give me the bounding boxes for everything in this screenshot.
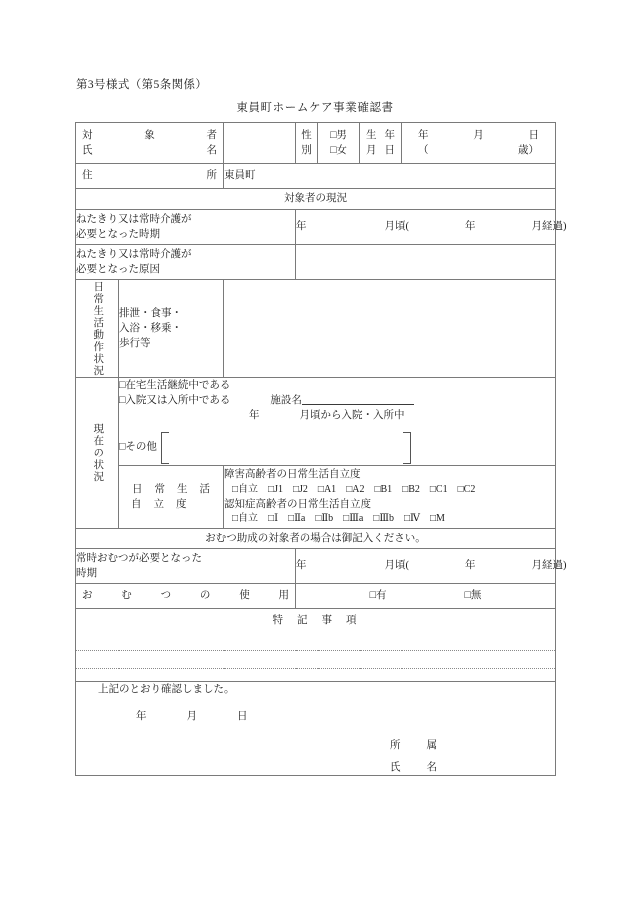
conf-month: 月 [186, 711, 197, 723]
disability-opt-7[interactable]: □C1 [429, 483, 448, 495]
remarks-title-c2: 記 [297, 615, 310, 627]
label-char-taisho: 対 [82, 129, 93, 141]
bedridden-cause-label-line1: ねたきり又は常時介護が [76, 248, 192, 260]
dementia-scale-options [224, 512, 555, 527]
independence-options-cell [224, 466, 556, 529]
label-char-sho-addr: 所 [206, 170, 217, 182]
bedridden-cause-row [76, 245, 556, 280]
gender-label-line2: 別 [301, 145, 312, 156]
label-char-sha: 者 [206, 129, 217, 141]
diaper-notice-row [76, 529, 556, 549]
main-form-table [75, 122, 567, 776]
remarks-line-1[interactable] [76, 633, 556, 651]
address-label-cell [76, 164, 224, 189]
affiliation-label-c2: 属 [426, 740, 437, 752]
bedridden-cause-label [76, 245, 296, 280]
address-row [76, 164, 556, 189]
document-title: 東員町ホームケア事業確認書 [236, 102, 394, 114]
bedridden-cause-label-line2: 必要となった原因 [76, 264, 160, 275]
gender-label-cell [296, 123, 318, 164]
bedridden-time-row [76, 210, 556, 245]
confirmation-statement: 上記のとおり確認しました。 [98, 684, 235, 695]
indep-label-c5: 自 [131, 499, 142, 511]
dt-elapsed-month: 月経過) [531, 560, 567, 572]
current-status-vertical-label-cell [76, 378, 119, 529]
diaper-use-row [76, 584, 556, 609]
adl-row [76, 280, 556, 378]
gender-male-checkbox[interactable]: □男 [330, 129, 347, 141]
indep-label-c7: 度 [176, 499, 187, 511]
signer-name-line[interactable] [76, 754, 555, 775]
du-label-c6: 用 [278, 590, 289, 602]
disability-scale-options [224, 483, 555, 498]
bt-month: 月頃( [384, 221, 409, 233]
status-header-row [76, 189, 556, 210]
disability-opt-3[interactable]: □A1 [317, 483, 337, 495]
confirmation-date-line[interactable] [76, 697, 555, 724]
subject-name-value[interactable] [224, 123, 296, 164]
confirmation-row [76, 682, 556, 776]
current-status-options-cell [119, 378, 556, 466]
form-number: 第3号様式（第5条関係） [76, 79, 208, 91]
gender-options-cell [318, 123, 360, 164]
age-unit: 歳） [518, 145, 539, 156]
gender-female-checkbox[interactable]: □女 [330, 145, 347, 156]
adl-sub-line2: 入浴・移乗・ [119, 322, 182, 334]
disability-opt-0[interactable]: □自立 [232, 483, 259, 495]
signer-name-label-c1: 氏 [390, 761, 401, 773]
diaper-use-label-cell [76, 584, 296, 609]
dementia-opt-4[interactable]: □Ⅲa [343, 513, 364, 525]
other-detail-input[interactable] [161, 432, 411, 462]
adl-sub-line1: 排泄・食事・ [119, 307, 182, 319]
remarks-line-1-row [76, 633, 556, 651]
remarks-title-cell [76, 609, 556, 634]
indep-label-c3: 生 [177, 483, 188, 495]
current-status-options-row [76, 378, 556, 466]
facility-name-label: 施設名 [270, 395, 302, 407]
du-label-c1: お [82, 590, 93, 602]
option-other-line [119, 424, 555, 462]
du-label-c5: 使 [239, 590, 250, 602]
diaper-time-label [76, 549, 296, 584]
remarks-line-3[interactable] [76, 669, 556, 682]
option-home-continue[interactable]: □在宅生活継続中である [119, 380, 231, 391]
label-char-getsu: 月 [366, 145, 377, 156]
label-char-ju: 住 [82, 170, 93, 182]
age-paren-open: （ [418, 145, 429, 156]
bt-elapsed-month: 月経過) [531, 221, 567, 233]
birth-month-unit: 月 [473, 129, 484, 141]
indep-label-c6: 立 [153, 499, 164, 511]
dt-elapsed-year: 年 [465, 560, 476, 572]
disability-opt-4[interactable]: □A2 [346, 483, 365, 495]
adl-vertical-label: 日常生活動作状況 [92, 280, 104, 377]
du-label-c4: の [199, 590, 211, 602]
remarks-line-2-row [76, 651, 556, 669]
indep-label-c1: 日 [132, 483, 143, 495]
adl-value[interactable] [224, 280, 556, 378]
label-char-shi: 氏 [82, 145, 93, 156]
dt-month: 月頃( [384, 560, 409, 572]
dementia-opt-0[interactable]: □自立 [232, 513, 259, 525]
affiliation-label-c1: 所 [390, 740, 401, 752]
dementia-opt-3[interactable]: □Ⅱb [315, 513, 334, 525]
bedridden-cause-value[interactable] [296, 245, 556, 280]
bedridden-time-label [76, 210, 296, 245]
label-char-sho: 象 [144, 129, 155, 141]
adl-sub-line3: 歩行等 [119, 338, 151, 350]
bt-elapsed-year: 年 [465, 221, 476, 233]
du-label-c3: つ [160, 590, 172, 602]
adl-vertical-label-cell [76, 280, 119, 378]
adl-sub-label-cell [119, 280, 224, 378]
diaper-time-value[interactable] [296, 549, 567, 584]
birth-year-unit: 年 [418, 129, 429, 141]
indep-label-c4: 活 [199, 483, 210, 495]
diaper-time-label-line2: 時期 [76, 568, 97, 579]
remarks-line-3-row [76, 669, 556, 682]
status-section-header: 対象者の現況 [76, 189, 556, 210]
birthdate-label-cell [360, 123, 402, 164]
disability-scale-title: 障害高齢者の日常生活自立度 [224, 469, 361, 481]
diaper-time-label-line1: 常時おむつが必要となった [76, 552, 202, 564]
label-char-nen: 年 [384, 129, 395, 141]
remarks-title-c3: 事 [321, 615, 334, 627]
option-hospitalized[interactable]: □入院又は入所中である [119, 395, 231, 407]
diaper-notice: おむつ助成の対象者の場合は御記入ください。 [76, 529, 556, 549]
label-char-nichi: 日 [384, 145, 395, 156]
independence-row [76, 466, 556, 529]
bedridden-time-value[interactable] [296, 210, 567, 245]
remarks-title-c4: 項 [346, 615, 359, 627]
label-char-sei: 生 [366, 129, 377, 141]
disability-opt-5[interactable]: □B1 [374, 483, 393, 495]
dementia-scale-title: 認知症高齢者の日常生活自立度 [224, 499, 371, 511]
indep-label-c2: 常 [154, 483, 165, 495]
remarks-title-row [76, 609, 556, 634]
dementia-opt-7[interactable]: □M [430, 513, 445, 525]
disability-opt-8[interactable]: □C2 [457, 483, 476, 495]
disability-opt-1[interactable]: □J1 [268, 483, 283, 495]
bedridden-time-label-line1: ねたきり又は常時介護が [76, 213, 192, 225]
subject-name-label-cell [76, 123, 224, 164]
dementia-opt-5[interactable]: □Ⅲb [373, 513, 394, 525]
dt-year: 年 [296, 560, 307, 572]
affiliation-line[interactable] [76, 724, 555, 753]
diaper-no-checkbox[interactable]: □無 [464, 590, 482, 602]
admit-year: 年 [249, 410, 260, 422]
birth-day-unit: 日 [528, 129, 539, 141]
disability-opt-2[interactable]: □J2 [292, 483, 308, 495]
du-label-c2: む [121, 590, 132, 602]
gender-label-line1: 性 [301, 129, 312, 141]
dementia-opt-6[interactable]: □Ⅳ [403, 513, 421, 525]
remarks-line-2[interactable] [76, 651, 556, 669]
facility-name-input[interactable] [302, 393, 414, 405]
current-status-vertical-label: 現在の状況 [92, 423, 104, 483]
signer-name-label-c2: 名 [426, 761, 437, 773]
disability-opt-6[interactable]: □B2 [402, 483, 420, 495]
admit-rest: 月頃から入院・入所中 [299, 410, 405, 422]
address-value[interactable]: 東員町 [224, 164, 556, 189]
conf-year: 年 [136, 711, 147, 723]
dementia-opt-2[interactable]: □Ⅱa [288, 513, 306, 525]
birthdate-value-cell[interactable] [402, 123, 556, 164]
option-hospitalized-line [119, 393, 555, 408]
option-other[interactable]: □その他 [119, 441, 157, 453]
admission-date-line [119, 408, 555, 423]
subject-name-row [76, 123, 556, 164]
bt-year: 年 [296, 221, 307, 233]
diaper-use-options [296, 584, 556, 609]
remarks-title-c1: 特 [272, 615, 285, 627]
confirmation-cell [76, 682, 556, 776]
diaper-yes-checkbox[interactable]: □有 [369, 590, 387, 602]
label-char-mei: 名 [206, 145, 217, 156]
conf-day: 日 [237, 711, 248, 723]
dementia-opt-1[interactable]: □Ⅰ [268, 513, 279, 525]
independence-label-cell [119, 466, 224, 529]
diaper-time-row [76, 549, 556, 584]
bedridden-time-label-line2: 必要となった時期 [76, 229, 160, 240]
